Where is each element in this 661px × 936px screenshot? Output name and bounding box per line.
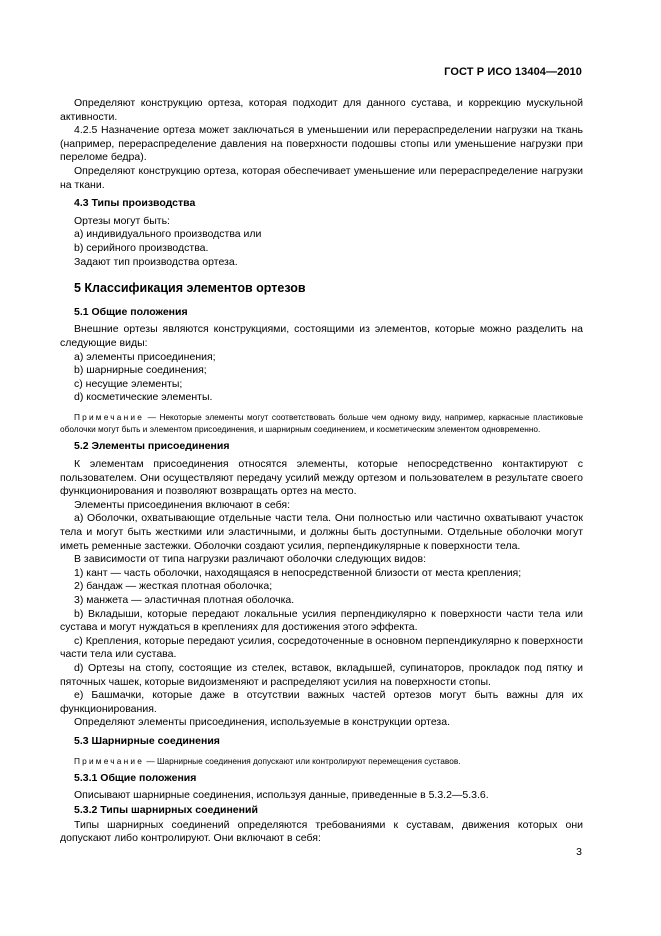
note-text: — Шарнирные соединения допускают или контролируют перемещения суставов. — [144, 755, 461, 766]
paragraph: Внешние ортезы являются конструкциями, состоящими из элементов, которые можно разделить на следующие виды: — [60, 323, 583, 349]
paragraph: Определяют конструкцию ортеза, которая подходит для данного сустава, и коррекцию мускульной активности. — [60, 97, 583, 123]
list-item: 1) кант — часть оболочки, находящаяся в непосредственной близости от места крепления; — [74, 566, 522, 579]
list-item: b) шарнирные соединения; — [74, 364, 207, 377]
list-item: 2) бандаж — жесткая плотная оболочка; — [74, 580, 273, 593]
paragraph: b) Вкладыши, которые передают локальные усилия перпендикулярно к поверхности части тела или сустава и могут нуждаться в креплениях для достижения этого эффекта. — [60, 607, 583, 634]
note-label: Примечание — [74, 411, 145, 422]
paragraph: Определяют конструкцию ортеза, которая обеспечивает уменьшение или перераспределение нагрузки на ткани. — [60, 164, 583, 191]
list-item: a) индивидуального производства или — [74, 228, 262, 241]
section-heading-5-2: 5.2 Элементы присоединения — [74, 440, 230, 453]
paragraph: Описывают шарнирные соединения, используя данные, приведенные в 5.3.2—5.3.6. — [74, 789, 489, 802]
section-heading-5-3: 5.3 Шарнирные соединения — [74, 734, 220, 747]
paragraph: Элементы присоединения включают в себя: — [74, 498, 290, 511]
note-label: Примечание — [74, 755, 145, 766]
section-heading-5: 5 Классификация элементов ортезов — [74, 281, 306, 296]
section-heading-5-3-2: 5.3.2 Типы шарнирных соединений — [74, 804, 258, 817]
note-block — [60, 411, 583, 436]
paragraph: Типы шарнирных соединений определяются требованиями к суставам, движения которых они допускают либо контролируют. Они включают в себя: — [60, 818, 583, 845]
note-text: — Некоторые элементы могут соответствовать больше чем одному виду, например, каркасные пластиковые оболочки могут быть и элементом присоединения, и шарнирным соединением, и косметическим элементом одновременно. — [60, 411, 583, 435]
section-heading-5-1: 5.1 Общие положения — [74, 305, 188, 318]
page-number: 3 — [576, 846, 582, 858]
paragraph: a) Оболочки, охватывающие отдельные части тела. Они полностью или частично охватывают участок тела и могут быть жесткими или эластичными, и должны быть доступными. Отдельные оболочки могут иметь ременные застежки. Оболочки создают усилия, перпендикулярные к поверхности тела. — [60, 512, 583, 552]
note-block — [60, 755, 583, 767]
paragraph: К элементам присоединения относятся элементы, которые непосредственно контактируют с пользователем. Они осуществляют передачу усилий между ортезом и пользователем в результате своего функционирования и позволяют возвращать ортез на место. — [60, 458, 583, 498]
paragraph: Задают тип производства ортеза. — [74, 255, 238, 268]
paragraph-4-2-5: 4.2.5 Назначение ортеза может заключаться в уменьшении или перераспределении нагрузки на ткань (например, перераспределение давления на поверхности подошвы стопы или уменьшение нагрузки при переломе бедра). — [60, 124, 583, 164]
list-item: b) серийного производства. — [74, 241, 209, 254]
paragraph: e) Башмачки, которые даже в отсутствии важных частей ортезов могут быть важны для их функционирования. — [60, 689, 583, 715]
page-body — [60, 97, 583, 846]
document-code-header: ГОСТ Р ИСО 13404—2010 — [444, 66, 582, 78]
paragraph: c) Крепления, которые передают усилия, сосредоточенные в основном перпендикулярно к поверхности части тела или сустава. — [60, 634, 583, 661]
paragraph: Ортезы могут быть: — [74, 214, 170, 227]
list-item: a) элементы присоединения; — [74, 350, 216, 363]
paragraph: d) Ортезы на стопу, состоящие из стелек, вставок, вкладышей, супинаторов, прокладок под пятку и пяточных чашек, которые видоизменяют и распределяют усилия на поверхности стопы. — [60, 661, 583, 688]
list-item: 3) манжета — эластичная плотная оболочка. — [74, 594, 295, 606]
section-heading-4-3: 4.3 Типы производства — [74, 197, 196, 210]
paragraph: Определяют элементы присоединения, используемые в конструкции ортеза. — [74, 716, 450, 729]
section-heading-5-3-1: 5.3.1 Общие положения — [74, 771, 197, 784]
paragraph: В зависимости от типа нагрузки различают оболочки следующих видов: — [74, 553, 427, 566]
list-item: c) несущие элементы; — [74, 377, 183, 390]
list-item: d) косметические элементы. — [74, 391, 213, 404]
